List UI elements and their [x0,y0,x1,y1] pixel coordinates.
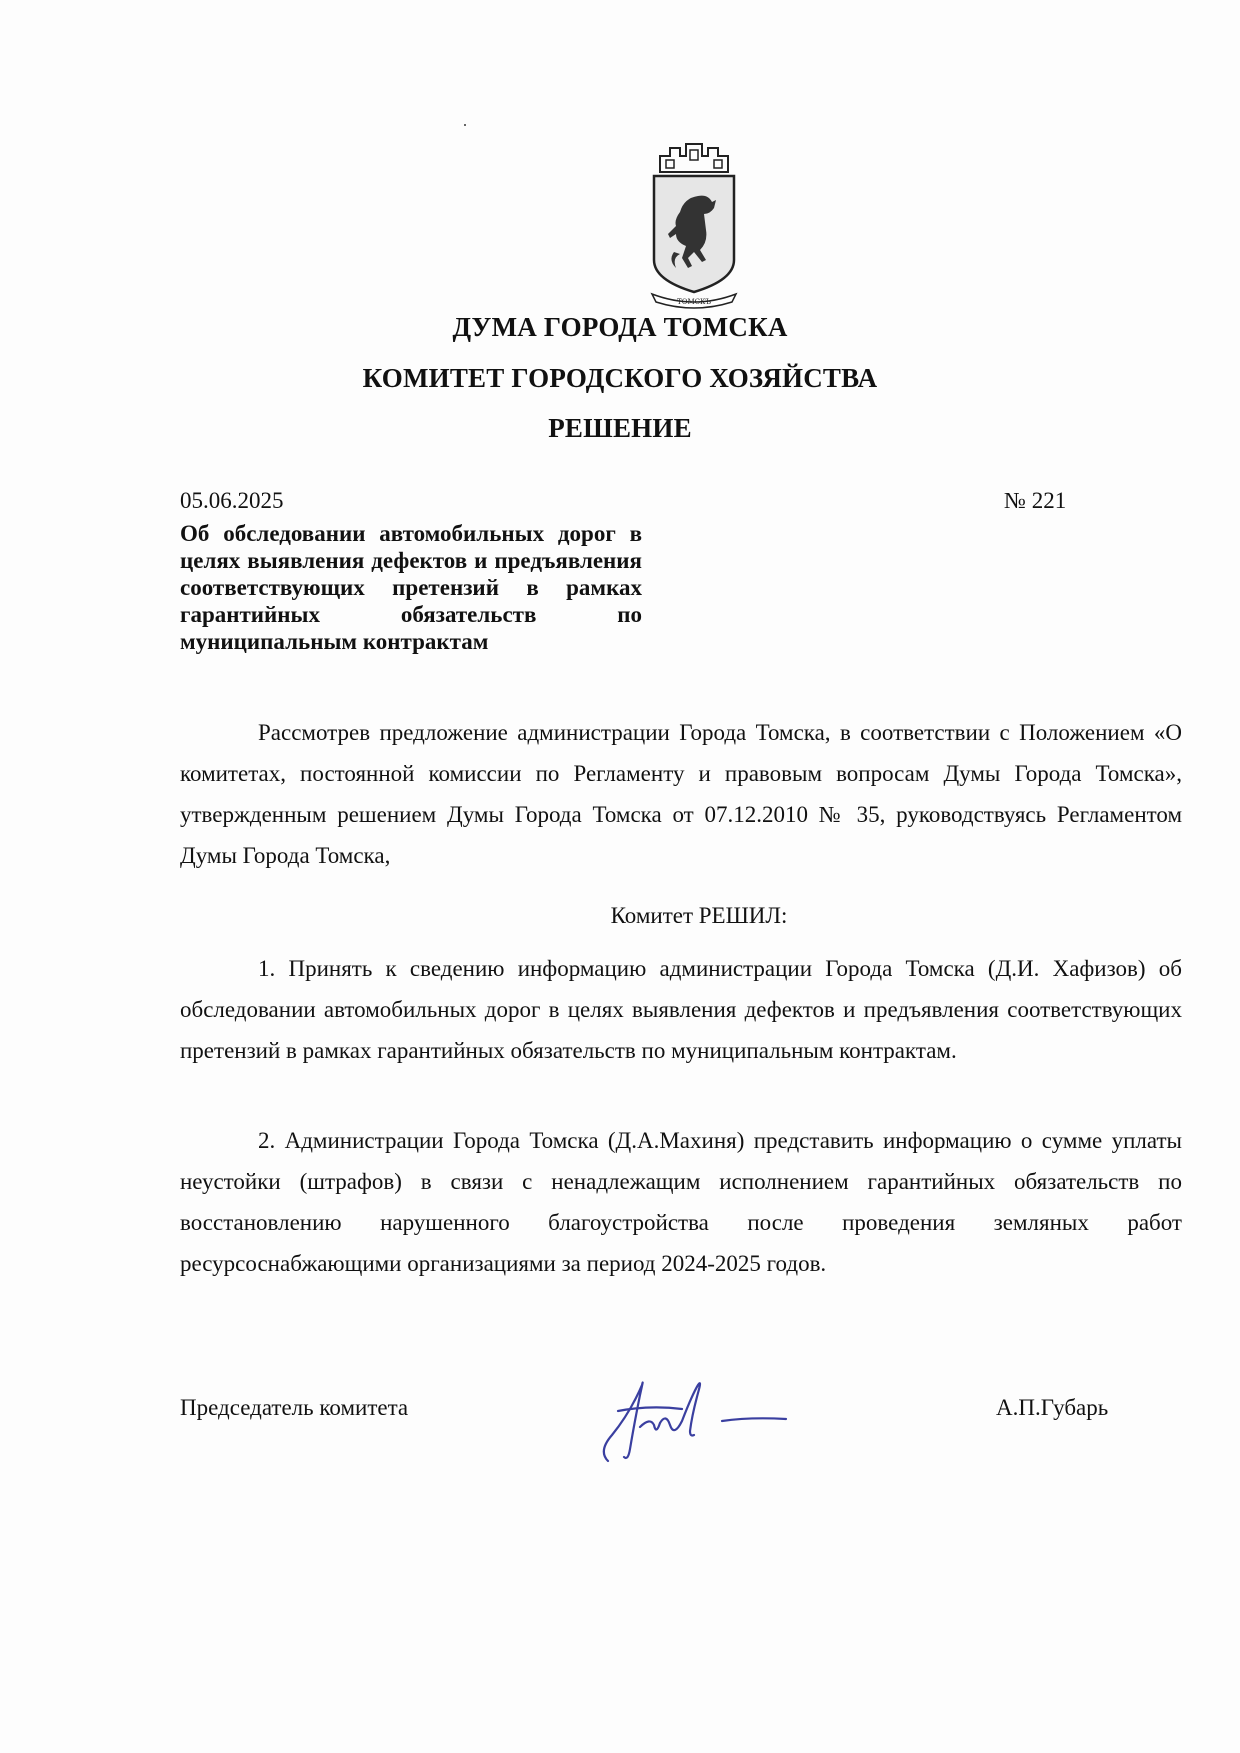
committee-title: КОМИТЕТ ГОРОДСКОГО ХОЗЯЙСТВА [362,363,878,393]
document-subject: Об обследовании автомобильных дорог в целях выявления дефектов и предъявления соответствующих претензий в рамках гарантийных обязательств по муниципальным контрактам [180,521,642,654]
document-type: РЕШЕНИЕ [548,413,692,443]
signatory-title: Председатель комитета [180,1395,409,1420]
handwritten-signature [590,1365,810,1475]
resolution-heading: Комитет РЕШИЛ: [610,903,788,928]
signatory-name: А.П.Губарь [996,1395,1109,1420]
scan-speck [464,124,466,126]
document-number: № 221 [1004,488,1067,513]
resolution-item-2: 2. Администрации Города Томска (Д.А.Махиня) представить информацию о сумме уплаты неустойки (штрафов) в связи с ненадлежащим исполнением гарантийных обязательств по восстановлению нарушенного благоустройства после проведения земляных работ ресурсоснабжающими организациями за период 2024-2025 годов. [180,1128,1182,1276]
document-date: 05.06.2025 [180,488,284,513]
preamble-paragraph: Рассмотрев предложение администрации Города Томска, в соответствии с Положением «О комитетах, постоянной комиссии по Регламенту и правовым вопросам Думы Города Томска», утвержденным решением Думы Города Томска от 07.12.2010 № 35, руководствуясь Регламентом Думы Города Томска, [180,720,1182,868]
svg-text:ТОМСКЪ: ТОМСКЪ [677,298,711,306]
resolution-item-1: 1. Принять к сведению информацию администрации Города Томска (Д.И. Хафизов) об обследовании автомобильных дорог в целях выявления дефектов и предъявления соответствующих претензий в рамках гарантийных обязательств по муниципальным контрактам. [180,956,1182,1063]
tomsk-coat-of-arms-icon [646,142,742,310]
organization-title: ДУМА ГОРОДА ТОМСКА [452,312,788,342]
